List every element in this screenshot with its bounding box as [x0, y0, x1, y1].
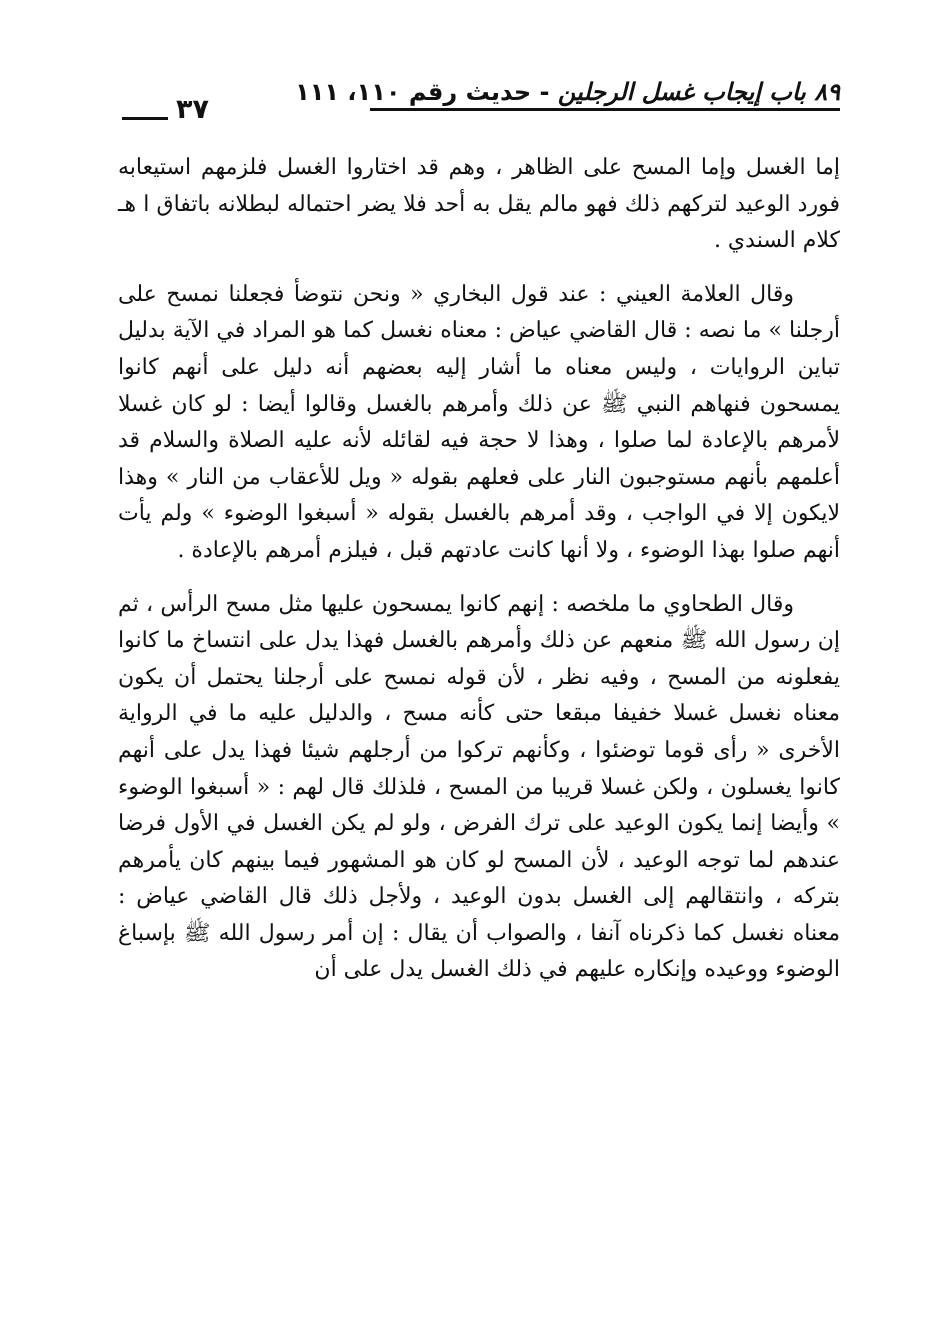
paragraph-2: وقال العلامة العيني : عند قول البخاري « ونحن نتوضأ فجعلنا نمسح على أرجلنا » ما نصه : قال القاضي عياض : معناه نغسل كما هو المراد في الآية بدليل تباين الروايات ، وليس معناه ما أشار إليه بعضهم أنه دليل على أنهم كانوا يمسحون فنهاهم النبي ﷺ عن ذلك وأمرهم بالغسل وقالوا أيضا : لو كان غسلا لأمرهم بالإعادة لما صلوا ، وهذا لا حجة فيه لقائله لأنه عليه الصلاة والسلام قد أعلمهم بأنهم مستوجبون النار على فعلهم بقوله « ويل للأعقاب من النار » وهذا لايكون إلا في الواجب ، وقد أمرهم بالغسل بقوله « أسبغوا الوضوء » ولم يأت أنهم صلوا بهذا الوضوء ، ولا أنها كانت عادتهم قبل ، فيلزم أمرهم بالإعادة .: [118, 281, 840, 563]
page-number-rule: [122, 117, 168, 120]
title-separator: -: [531, 78, 558, 106]
running-title: [295, 78, 840, 106]
chapter-title: ٨٩ باب إيجاب غسل الرجلين: [557, 78, 840, 106]
hadith-reference: حديث رقم ١١٠، ١١١: [295, 78, 532, 106]
paragraph-3: وقال الطحاوي ما ملخصه : إنهم كانوا يمسحون عليها مثل مسح الرأس ، ثم إن رسول الله ﷺ منعهم عن ذلك وأمرهم بالغسل فهذا يدل على انتساخ ما كانوا يفعلونه من المسح ، وفيه نظر ، لأن قوله نمسح على أرجلنا يحتمل أن يكون معناه نغسل غسلا خفيفا مبقعا حتى كأنه مسح ، والدليل عليه ما في الرواية الأخرى « رأى قوما توضئوا ، وكأنهم تركوا من أرجلهم شيئا فهذا يدل على أنهم كانوا يغسلون ، ولكن غسلا قريبا من المسح ، فلذلك قال لهم : « أسبغوا الوضوء » وأيضا إنما يكون الوعيد على ترك الفرض ، ولو لم يكن الغسل في الأول فرضا عندهم لما توجه الوعيد ، لأن المسح لو كان هو المشهور فيما بينهم كان يأمرهم بتركه ، وانتقالهم إلى الغسل بدون الوعيد ، ولأجل ذلك قال القاضي عياض : معناه نغسل كما ذكرناه آنفا ، والصواب أن يقال : إن أمر رسول الله ﷺ بإسباغ الوضوء ووعيده وإنكاره عليهم في ذلك الغسل يدل على أن: [118, 591, 840, 983]
body-text: [118, 150, 840, 989]
page-header: [118, 78, 840, 128]
page-number: ٣٧: [176, 94, 209, 125]
header-rule: [370, 108, 840, 111]
paragraph-1: إما الغسل وإما المسح على الظاهر ، وهم قد اختاروا الغسل فلزمهم استيعابه فورد الوعيد لتركهم ذلك فهو مالم يقل به أحد فلا يضر احتماله لبطلانه باتفاق ا هـ كلام السندي .: [118, 155, 840, 254]
